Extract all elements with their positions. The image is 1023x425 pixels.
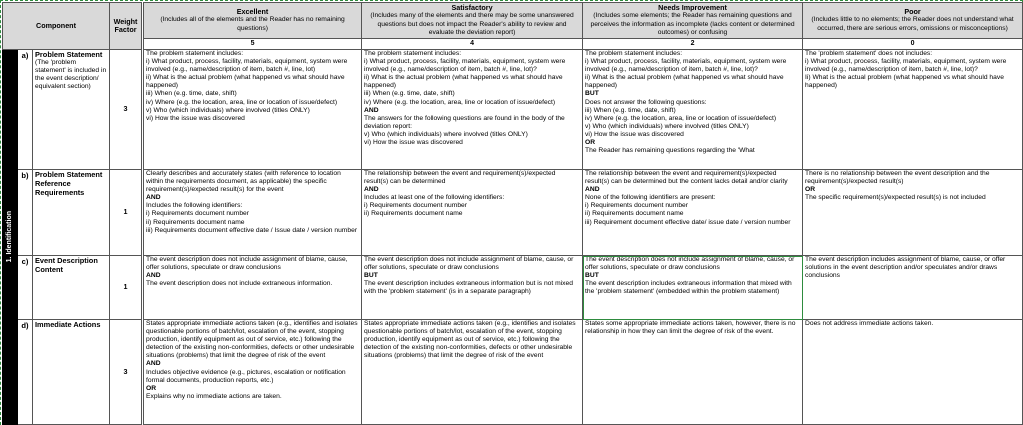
table-row bbox=[3, 170, 1023, 256]
connector-keyword: BUT bbox=[364, 272, 378, 280]
criteria-text bbox=[585, 50, 800, 155]
connector-keyword: BUT bbox=[585, 90, 599, 98]
criteria-line: ii) What is the actual problem (what happened vs what should have happened) bbox=[364, 74, 563, 90]
criteria-line: iii) When (e.g. time, date, shift) bbox=[585, 106, 676, 114]
level-desc: (Includes many of the elements and there may be some unanswered questions but does not impact the Reader's ability to review and evaluate the deviation report) bbox=[370, 12, 574, 36]
level-desc: (Includes some elements; the Reader has remaining questions and perceives the information as incomplete (lacks content or determined outcomes) or confusing bbox=[590, 12, 795, 36]
criteria-cell[interactable] bbox=[803, 256, 1023, 320]
criteria-cell[interactable] bbox=[583, 170, 803, 256]
connector-keyword: OR bbox=[585, 139, 596, 147]
criteria-text bbox=[805, 320, 1020, 328]
criteria-line: ii) Requirements document name bbox=[146, 218, 245, 226]
criteria-line: Explains why no immediate actions are taken. bbox=[146, 392, 282, 400]
criteria-text bbox=[146, 50, 359, 123]
criteria-line: ii) Requirements document name bbox=[585, 210, 684, 218]
criteria-cell[interactable] bbox=[362, 320, 583, 425]
criteria-line: vi) How the issue was discovered bbox=[585, 130, 684, 138]
component-title: Problem Statement bbox=[35, 50, 103, 59]
header-poor[interactable] bbox=[803, 3, 1023, 39]
criteria-line: i) What product, process, facility, materials, equipment, system were involved (e.g., name/description of item, batch #, line, lot) bbox=[146, 58, 348, 74]
component-title: Immediate Actions bbox=[35, 320, 101, 329]
criteria-line: Does not answer the following questions: bbox=[585, 98, 707, 106]
criteria-text bbox=[805, 256, 1020, 280]
criteria-cell[interactable] bbox=[362, 170, 583, 256]
level-title: Excellent bbox=[236, 7, 269, 17]
criteria-text bbox=[585, 256, 800, 296]
score-excellent[interactable]: 5 bbox=[143, 39, 362, 50]
section-label: 1. Identification bbox=[5, 211, 13, 263]
criteria-text bbox=[364, 256, 580, 296]
criteria-line: Includes objective evidence (e.g., pictures, escalation or notification formal documents, production reports, etc.) bbox=[146, 368, 346, 384]
criteria-line: States some appropriate immediate actions taken, however, there is no relationship in how they can limit the degree of risk of the event. bbox=[585, 320, 796, 336]
criteria-text bbox=[146, 256, 359, 288]
criteria-line: The event description does not include extraneous information. bbox=[146, 280, 333, 288]
weight-cell[interactable]: 1 bbox=[110, 256, 143, 320]
weight-cell[interactable]: 3 bbox=[110, 320, 143, 425]
score-poor[interactable]: 0 bbox=[803, 39, 1023, 50]
criteria-line: vi) How the issue was discovered bbox=[364, 139, 463, 147]
criteria-line: The problem statement includes: bbox=[364, 50, 462, 57]
criteria-cell[interactable] bbox=[803, 170, 1023, 256]
score-satisfactory[interactable]: 4 bbox=[362, 39, 583, 50]
connector-keyword: AND bbox=[146, 272, 161, 280]
criteria-line: The relationship between the event and requirement(s)/expected result(s) can be determined bbox=[364, 170, 556, 186]
criteria-line: The 'problem statement' does not includes: bbox=[805, 50, 933, 57]
score-needs-improvement[interactable]: 2 bbox=[583, 39, 803, 50]
criteria-line: i) What product, process, facility, materials, equipment, system were involved (e.g., name/description of item, batch #, line, lot)? bbox=[364, 58, 566, 74]
criteria-cell[interactable] bbox=[362, 256, 583, 320]
row-letter: b) bbox=[18, 170, 33, 256]
criteria-line: ii) What is the actual problem (what happened vs what should have happened) bbox=[146, 74, 345, 90]
criteria-line: iii) When (e.g. time, date, shift) bbox=[364, 90, 455, 98]
connector-keyword: AND bbox=[146, 360, 161, 368]
criteria-line: The answers for the following questions are found in the body of the deviation report: bbox=[364, 114, 565, 130]
criteria-cell[interactable] bbox=[583, 320, 803, 425]
criteria-text bbox=[585, 320, 800, 336]
criteria-line: v) Who (which individuals) where involved (titles ONLY) bbox=[146, 106, 310, 114]
criteria-cell[interactable] bbox=[583, 50, 803, 170]
component-cell[interactable] bbox=[33, 50, 110, 170]
level-title: Poor bbox=[904, 7, 921, 17]
criteria-text bbox=[146, 170, 359, 235]
header-component[interactable]: Component bbox=[3, 3, 110, 50]
criteria-text bbox=[146, 320, 359, 401]
rubric-table bbox=[2, 2, 1023, 425]
criteria-line: v) Who (which individuals) where involved (titles ONLY) bbox=[364, 130, 528, 138]
component-title: Event Description Content bbox=[35, 256, 98, 274]
criteria-line: Includes at least one of the following identifiers: bbox=[364, 194, 505, 202]
weight-cell[interactable]: 1 bbox=[110, 170, 143, 256]
criteria-text bbox=[805, 170, 1020, 202]
criteria-line: The event description does not include assignment of blame, cause, offer solutions, speculate or draw conclusions bbox=[146, 256, 348, 272]
criteria-line: The specific requirement(s)/expected result(s) is not included bbox=[805, 194, 986, 202]
criteria-line: The event description includes assignment of blame, cause, or offer solutions in the event description and/or speculates and/or draws conclusions bbox=[805, 256, 1006, 280]
criteria-text bbox=[805, 50, 1020, 90]
criteria-line: i) Requirements document number bbox=[364, 202, 467, 210]
component-cell[interactable] bbox=[33, 320, 110, 425]
criteria-line: The event description does not include assignment of blame, cause, or offer solutions, speculate or draw conclusions bbox=[364, 256, 574, 272]
connector-keyword: AND bbox=[585, 186, 600, 194]
criteria-cell[interactable] bbox=[143, 256, 362, 320]
criteria-line: The problem statement includes: bbox=[585, 50, 683, 57]
criteria-line: v) Who (which individuals) where involved (titles ONLY) bbox=[585, 122, 749, 130]
criteria-line: States appropriate immediate actions taken (e.g., identifies and isolates questionable portions of batch/lot, escalation of the event, stopping production, identify equipment as out of service, etc.) following the detection of the existing non-conformities, defects or other undesirable situations (problems) that limit the degree of risk of the event bbox=[364, 320, 576, 360]
criteria-line: ii) What is the actual problem (what happened vs what should have happened) bbox=[585, 74, 784, 90]
table-row bbox=[3, 320, 1023, 425]
row-letter: d) bbox=[18, 320, 33, 425]
criteria-line: Ii) What is the actual problem (what happened vs what should have happened) bbox=[805, 74, 1004, 90]
level-title: Satisfactory bbox=[451, 3, 493, 13]
criteria-line: States appropriate immediate actions taken (e.g., identifies and isolates questionable portions of batch/lot, escalation of the event, stopping production, identify equipment as out of service, etc.) following the detection of the existing non-conformities, defects or other undesirable situations (problems) that limit the degree of risk of the event bbox=[146, 320, 358, 360]
connector-keyword: AND bbox=[146, 194, 161, 202]
connector-keyword: AND bbox=[364, 186, 379, 194]
criteria-text bbox=[585, 170, 800, 227]
connector-keyword: AND bbox=[364, 106, 379, 114]
criteria-line: The event description does not include assignment of blame, cause, or offer solutions, speculate or draw conclusions bbox=[585, 256, 795, 272]
criteria-cell[interactable] bbox=[803, 320, 1023, 425]
header-satisfactory[interactable] bbox=[362, 3, 583, 39]
criteria-line: iv) Where (e.g. the location, area, line or location of issue/defect) bbox=[364, 98, 556, 106]
criteria-line: Includes the following identifiers: bbox=[146, 202, 243, 210]
row-letter: a) bbox=[18, 50, 33, 170]
criteria-line: ii) Requirements document name bbox=[364, 210, 463, 218]
header-row bbox=[3, 3, 1023, 39]
header-needs-improvement[interactable] bbox=[583, 3, 803, 39]
criteria-line: iii) Requirements document effective date / Issue date / version number bbox=[146, 226, 358, 234]
criteria-line: The event description includes extraneous information that mixed with the 'problem statement' (embedded within the problem statement) bbox=[585, 280, 792, 296]
criteria-line: There is no relationship between the event description and the requirement(s)/expected result(s) bbox=[805, 170, 990, 186]
criteria-cell[interactable] bbox=[803, 50, 1023, 170]
criteria-line: i) What product, process, facility, materials, equipment, system were involved (e.g., name/description of item, batch #, line, lot)? bbox=[805, 58, 1007, 74]
criteria-text bbox=[364, 170, 580, 219]
criteria-line: None of the following identifiers are present: bbox=[585, 194, 716, 202]
score-row bbox=[3, 39, 1023, 50]
component-cell[interactable] bbox=[33, 256, 110, 320]
connector-keyword: OR bbox=[805, 186, 816, 194]
criteria-cell[interactable] bbox=[143, 170, 362, 256]
criteria-line: vi) How the issue was discovered bbox=[146, 114, 245, 122]
criteria-line: i) What product, process, facility, materials, equipment, system were involved (e.g., name/description of item, batch #, line, lot)? bbox=[585, 58, 787, 74]
component-title: Problem Statement Reference Requirements bbox=[35, 170, 103, 197]
criteria-line: The event description includes extraneous information but is not mixed with the 'problem statement' (is in a separate paragraph) bbox=[364, 280, 573, 296]
component-cell[interactable] bbox=[33, 170, 110, 256]
criteria-line: Does not address immediate actions taken. bbox=[805, 320, 934, 327]
connector-keyword: BUT bbox=[585, 272, 599, 280]
level-title: Needs Improvement bbox=[658, 3, 727, 13]
criteria-line: iii) When (e.g. time, date, shift) bbox=[146, 90, 237, 98]
criteria-line: iv) Where (e.g. the location, area, line or location of issue/defect) bbox=[146, 98, 338, 106]
header-weight[interactable]: Weight Factor bbox=[110, 3, 143, 50]
criteria-cell[interactable] bbox=[143, 320, 362, 425]
header-excellent[interactable] bbox=[143, 3, 362, 39]
criteria-line: The Reader has remaining questions regarding the 'What bbox=[585, 147, 755, 155]
table-row bbox=[3, 50, 1023, 170]
table-row bbox=[3, 256, 1023, 320]
criteria-cell-selected[interactable] bbox=[583, 256, 803, 320]
criteria-line: Clearly describes and accurately states (with reference to location within the requirements document, as applicable) the specific requirement(s)/expected result(s) for the event bbox=[146, 170, 341, 194]
criteria-line: The problem statement includes: bbox=[146, 50, 244, 57]
section-cell[interactable] bbox=[3, 50, 18, 425]
level-desc: (Includes little to no elements; the Reader does not understand what occurred, there are serious errors, omissions or misconceptions) bbox=[811, 16, 1014, 32]
criteria-line: The relationship between the event and requirement(s)/expected result(s) can be determined but the content lacks detail and/or clarity bbox=[585, 170, 788, 186]
row-letter: c) bbox=[18, 256, 33, 320]
connector-keyword: OR bbox=[146, 384, 157, 392]
criteria-line: iv) Where (e.g. the location, area, line or location of issue/defect) bbox=[585, 114, 777, 122]
weight-cell[interactable]: 3 bbox=[110, 50, 143, 170]
criteria-text bbox=[364, 50, 580, 147]
component-subtitle: (The 'problem statement' is included in the event description/ equivalent section) bbox=[35, 59, 107, 91]
criteria-line: i) Requirements document number bbox=[146, 210, 249, 218]
criteria-line: i) Requirements document number bbox=[585, 202, 688, 210]
criteria-line: iii) Requirement document effective date/ issue date / version number bbox=[585, 218, 791, 226]
criteria-text bbox=[364, 320, 580, 360]
criteria-cell[interactable] bbox=[143, 50, 362, 170]
criteria-cell[interactable] bbox=[362, 50, 583, 170]
level-desc: (Includes all of the elements and the Reader has no remaining questions) bbox=[160, 16, 345, 32]
